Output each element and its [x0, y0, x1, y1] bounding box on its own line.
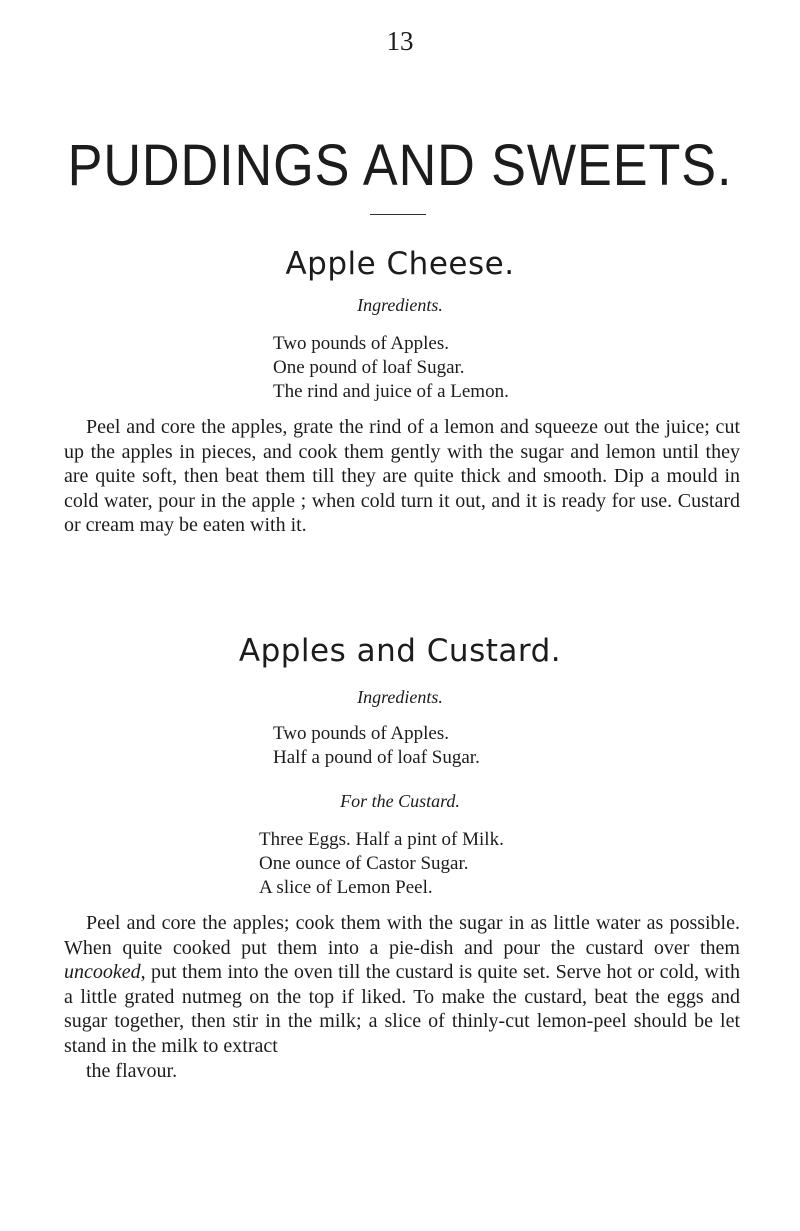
custard-ingredient-list: [259, 828, 504, 900]
method-paragraph: Peel and core the apples, grate the rind of a lemon and squeeze out the juice; cut up the apples in pieces, and cook them gently with the sugar and lemon until they are quite soft, then beat them till they are quite thick and smooth. Dip a mould in cold water, pour in the apple ; when cold turn it out, and it is ready for use. Custard or cream may be eaten with it.: [64, 416, 740, 537]
recipe-title-apples-and-custard: Apples and Custard.: [238, 633, 562, 669]
title-divider: [370, 214, 426, 215]
page-number: 13: [386, 26, 414, 56]
ingredients-heading: Ingredients.: [357, 687, 443, 707]
method-text: Peel and core the apples; cook them with the sugar in as little water as possible. When quite cooked put them into a pie-dish and pour the custard over them: [64, 912, 740, 959]
recipe-title-apple-cheese: Apple Cheese.: [285, 246, 515, 282]
method-paragraph: [64, 911, 740, 1083]
method-last-line: the flavour.: [86, 1059, 178, 1082]
ingredient-item: One ounce of Castor Sugar.: [259, 853, 469, 874]
ingredient-list: [273, 332, 509, 404]
ingredient-item: Half a pound of loaf Sugar.: [273, 747, 480, 768]
ingredients-heading: Ingredients.: [357, 295, 443, 315]
method-text: , put them into the oven till the custard is quite set. Serve hot or cold, with a little grated nutmeg on the top if liked. To make the custard, beat the eggs and sugar together, then stir in the milk; a slice of thinly-cut lemon-peel should be let stand in the milk to extract: [64, 961, 740, 1057]
ingredient-item: The rind and juice of a Lemon.: [273, 381, 509, 402]
custard-heading: For the Custard.: [340, 791, 460, 811]
ingredient-item: Three Eggs. Half a pint of Milk.: [259, 829, 504, 850]
ingredient-item: One pound of loaf Sugar.: [273, 357, 465, 378]
ingredient-list: [273, 722, 480, 770]
method-emphasis: uncooked: [64, 961, 141, 984]
ingredient-item: Two pounds of Apples.: [273, 333, 450, 354]
ingredient-item: A slice of Lemon Peel.: [259, 877, 433, 898]
chapter-title: PUDDINGS AND SWEETS.: [67, 133, 733, 198]
ingredient-item: Two pounds of Apples.: [273, 723, 450, 744]
